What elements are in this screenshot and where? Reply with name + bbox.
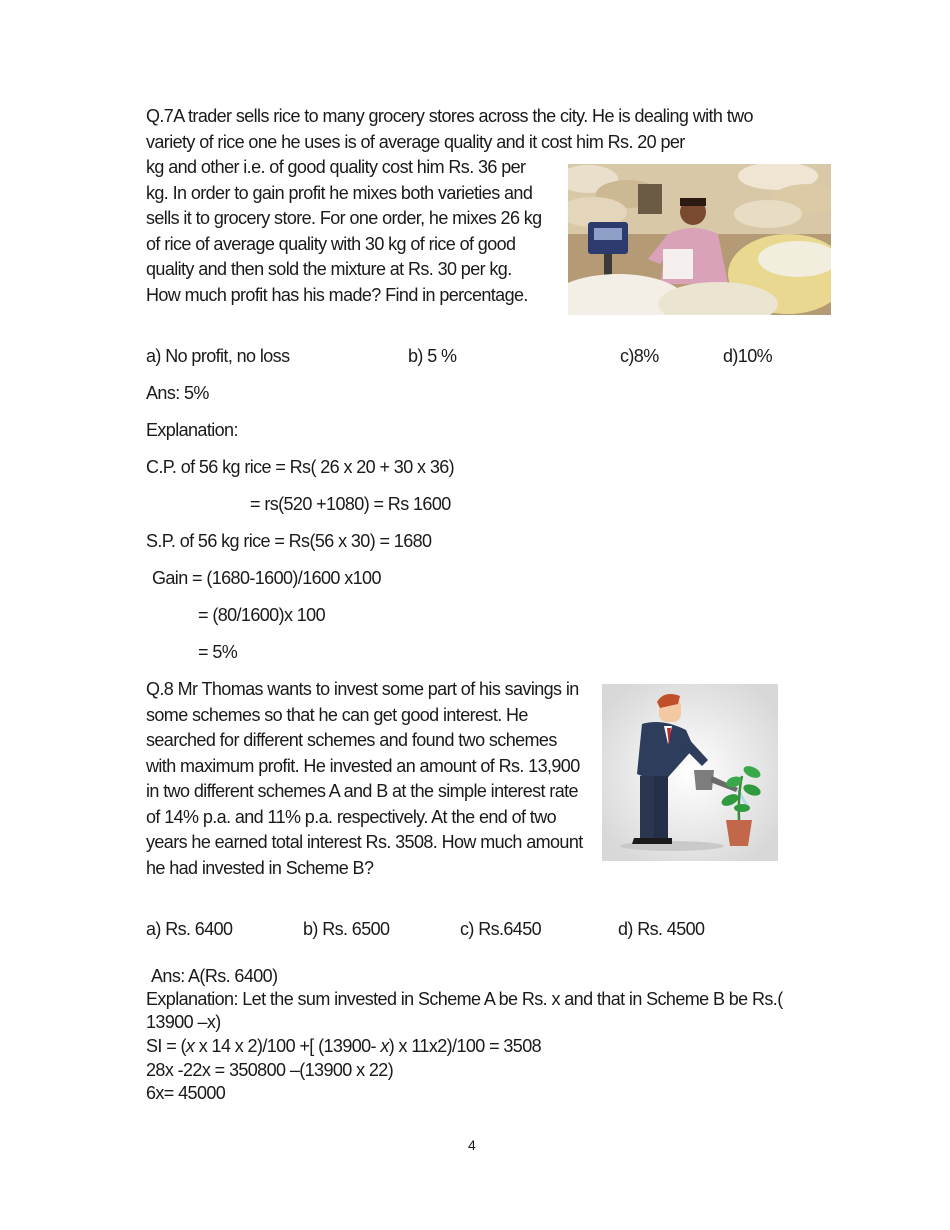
q7-step-cp: C.P. of 56 kg rice = Rs( 26 x 20 + 30 x 36) bbox=[146, 457, 455, 477]
q7-answer: Ans: 5% bbox=[146, 383, 209, 403]
q8-question: Q.8 Mr Thomas wants to invest some part of his savings in some schemes so that he can get good interest. He searched for different schemes and found two schemes with maximum profit. He invested an amount of Rs. 13,900 in two different schemes A and B at the simple interest rate of 14% p.a. and 11% p.a. respectively. At the end of two years he earned total interest Rs. 3508. How much amount he had invested in Scheme B? bbox=[146, 679, 583, 878]
q7-option-c: c)8% bbox=[620, 346, 659, 366]
q8-option-a: a) Rs. 6400 bbox=[146, 919, 233, 939]
q8-si-equation bbox=[146, 1034, 541, 1058]
q7-option-b: b) 5 % bbox=[408, 346, 457, 366]
q7-explanation-label: Explanation: bbox=[146, 420, 238, 440]
q8-step2: 28x -22x = 350800 –(13900 x 22) bbox=[146, 1060, 394, 1080]
q8-step3: 6x= 45000 bbox=[146, 1083, 226, 1103]
q8-answer: Ans: A(Rs. 6400) bbox=[151, 966, 278, 986]
q8-si-part3: ) x 11x2)/100 = 3508 bbox=[388, 1036, 542, 1056]
rice-seller-photo bbox=[568, 164, 831, 315]
q7-step-gain-calc: = (80/1600)x 100 bbox=[198, 605, 325, 625]
q7-step-gain-result: = 5% bbox=[198, 642, 238, 662]
q7-question-intro: Q.7A trader sells rice to many grocery stores across the city. He is dealing with two variety of rice one he uses is of average quality and it cost him Rs. 20 per bbox=[146, 106, 753, 152]
q8-si-x2: x bbox=[380, 1036, 389, 1056]
q8-si-x1: x bbox=[185, 1036, 195, 1056]
q8-si-part1: SI = ( bbox=[146, 1036, 186, 1056]
q8-si-part2: x 14 x 2)/100 +[ (13900- bbox=[194, 1036, 381, 1056]
q7-question-body: kg and other i.e. of good quality cost him Rs. 36 per kg. In order to gain profit he mixes both varieties and sells it to grocery store. For one order, he mixes 26 kg of rice of average quality with 30 kg of rice of good quality and then sold the mixture at Rs. 30 per kg. How much profit has his made? Find in percentage. bbox=[146, 157, 542, 305]
q7-step-sp: S.P. of 56 kg rice = Rs(56 x 30) = 1680 bbox=[146, 531, 432, 551]
q7-step-gain: Gain = (1680-1600)/1600 x100 bbox=[152, 568, 381, 588]
page-number: 4 bbox=[468, 1137, 476, 1153]
q7-option-a: a) No profit, no loss bbox=[146, 346, 290, 366]
q8-explanation: Explanation: Let the sum invested in Scheme A be Rs. x and that in Scheme B be Rs.( 13900 –x) bbox=[146, 989, 783, 1032]
q7-step-cp-value: = rs(520 +1080) = Rs 1600 bbox=[250, 494, 451, 514]
q8-option-c: c) Rs.6450 bbox=[460, 919, 542, 939]
man-watering-money-plant-illustration bbox=[602, 684, 778, 861]
q7-option-d: d)10% bbox=[723, 346, 773, 366]
q8-option-b: b) Rs. 6500 bbox=[303, 919, 390, 939]
q8-option-d: d) Rs. 4500 bbox=[618, 919, 705, 939]
